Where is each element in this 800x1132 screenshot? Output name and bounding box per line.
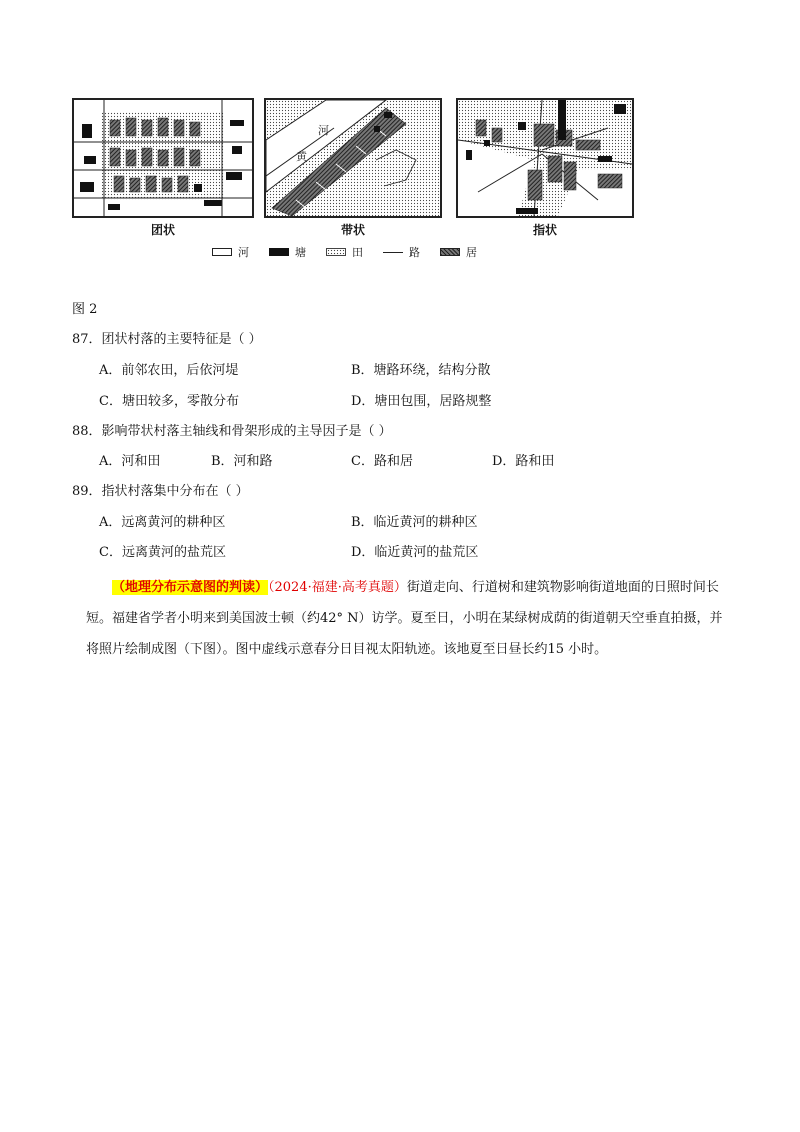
caption-belt: 带状 <box>340 223 365 237</box>
legend-item <box>440 244 477 260</box>
pond-swatch-icon <box>269 248 289 256</box>
question-89-option-d: D．临近黄河的盐荒区 <box>351 545 479 560</box>
belt-village-map <box>264 98 442 218</box>
river-label-1: 黄 <box>296 150 307 163</box>
question-88-option-a: A．河和田 <box>99 454 161 469</box>
question-88-option-c: C．路和居 <box>351 454 413 469</box>
question-87-option-d: D．塘田包围，居路规整 <box>351 394 492 409</box>
legend-label: 河 <box>238 246 249 259</box>
river-label-2: 河 <box>318 124 329 137</box>
legend-item <box>383 244 420 260</box>
cluster-village-map <box>72 98 254 218</box>
question-88-option-d: D．路和田 <box>492 454 555 469</box>
question-87-option-a: A．前邻农田，后依河堤 <box>99 363 239 378</box>
caption-cluster: 团状 <box>150 223 175 237</box>
legend-item <box>212 244 249 260</box>
question-88-stem: 88．影响带状村落主轴线和骨架形成的主导因子是（ ） <box>72 424 392 439</box>
legend-label: 居 <box>466 246 477 259</box>
figure-label: 图 2 <box>72 302 98 317</box>
legend-item <box>269 244 306 260</box>
map-legend <box>212 244 497 260</box>
legend-item <box>326 244 363 260</box>
question-89-option-b: B．临近黄河的耕种区 <box>351 515 478 530</box>
question-89-option-a: A．远离黄河的耕种区 <box>99 515 226 530</box>
legend-label: 塘 <box>295 246 306 259</box>
river-swatch-icon <box>212 248 232 256</box>
question-87-option-c: C．塘田较多，零散分布 <box>99 394 239 409</box>
question-89-option-c: C．远离黄河的盐荒区 <box>99 545 226 560</box>
topic-highlight: （地理分布示意图的判读） <box>112 580 269 595</box>
reading-passage <box>86 572 726 665</box>
settlement-figure <box>72 98 638 268</box>
field-swatch-icon <box>326 248 346 256</box>
road-swatch-icon <box>383 252 403 253</box>
question-88-option-b: B．河和路 <box>211 454 273 469</box>
finger-village-map <box>456 98 634 218</box>
legend-label: 田 <box>352 246 363 259</box>
source-tag: （2024·福建·高考真题） <box>268 580 407 595</box>
question-89-stem: 89．指状村落集中分布在（ ） <box>72 484 249 499</box>
question-87-stem: 87．团状村落的主要特征是（ ） <box>72 332 262 347</box>
house-swatch-icon <box>440 248 460 256</box>
question-87-option-b: B．塘路环绕，结构分散 <box>351 363 491 378</box>
passage-text: 街道走向、行道树和建筑物影响街道地面的日照时间长短。福建省学者小明来到美国波士顿（约42° N）访学。夏至日，小明在某绿树成荫的街道朝天空垂直拍摄，并将照片绘制成图（下图）。图中虚线示意春分日目视太阳轨迹。该地夏至日昼长约15 小时。 <box>86 580 723 657</box>
caption-finger: 指状 <box>532 223 557 237</box>
legend-label: 路 <box>409 246 420 259</box>
